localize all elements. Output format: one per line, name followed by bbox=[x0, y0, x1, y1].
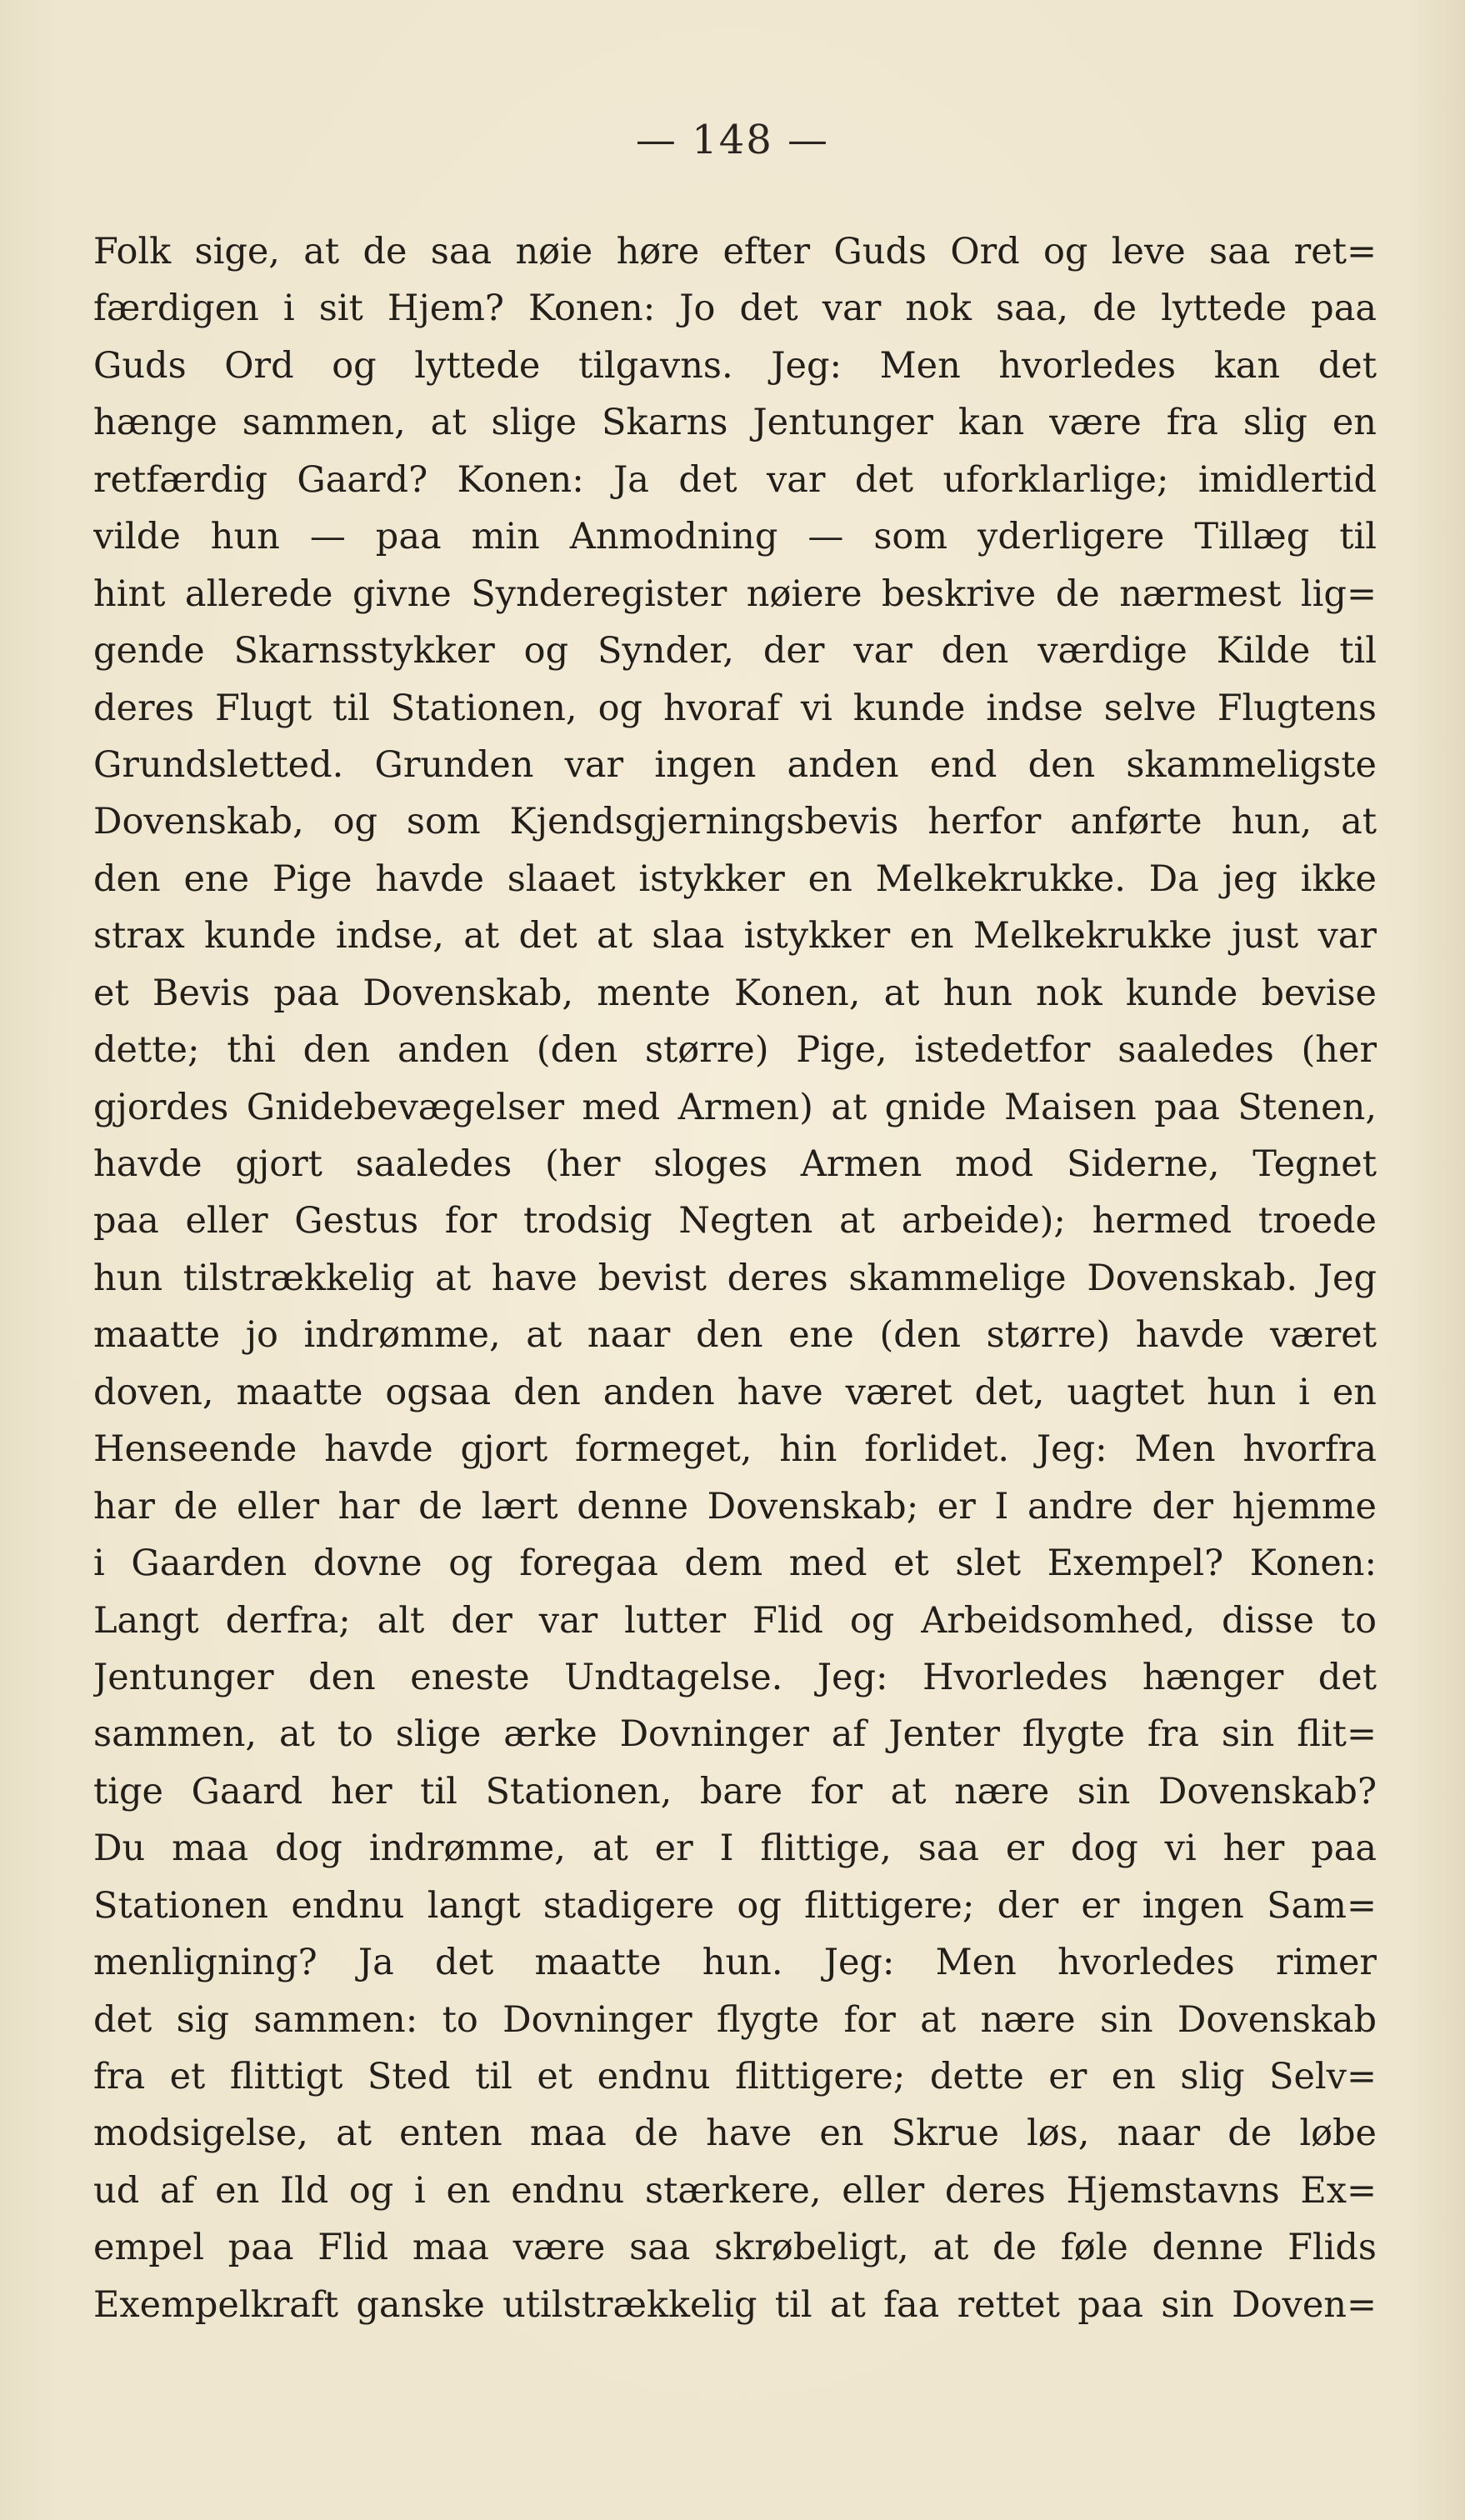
text-line: færdigen i sit Hjem? Konen: Jo det var nok saa, de lyttede paa bbox=[93, 288, 1377, 330]
text-line: deres Flugt til Stationen, og hvoraf vi kunde indse selve Flugtens bbox=[93, 687, 1377, 729]
text-line: hun tilstrækkelig at have bevist deres skammelige Dovenskab. Jeg bbox=[93, 1257, 1377, 1299]
text-line: det sig sammen: to Dovninger flygte for at nære sin Dovenskab bbox=[93, 1998, 1377, 2041]
text-line: den ene Pige havde slaaet istykker en Melkekrukke. Da jeg ikke bbox=[93, 858, 1377, 900]
text-line: doven, maatte ogsaa den anden have været det, uagtet hun i en bbox=[93, 1371, 1377, 1413]
text-line: paa eller Gestus for trodsig Negten at arbeide); hermed troede bbox=[93, 1200, 1377, 1242]
text-line: Grundsletted. Grunden var ingen anden end den skammeligste bbox=[93, 743, 1377, 786]
text-line: havde gjort saaledes (her sloges Armen mod Siderne, Tegnet bbox=[93, 1143, 1377, 1185]
text-line: tige Gaard her til Stationen, bare for at nære sin Dovenskab? bbox=[93, 1770, 1377, 1812]
text-line: strax kunde indse, at det at slaa istykker en Melkekrukke just var bbox=[93, 915, 1377, 958]
text-line: Jentunger den eneste Undtagelse. Jeg: Hvorledes hænger det bbox=[93, 1656, 1377, 1698]
text-line: i Gaarden dovne og foregaa dem med et slet Exempel? Konen: bbox=[93, 1542, 1377, 1585]
body-text bbox=[93, 223, 1377, 2333]
text-line: retfærdig Gaard? Konen: Ja det var det uforklarlige; imidlertid bbox=[93, 458, 1377, 501]
text-line: gjordes Gnidebevægelser med Armen) at gnide Maisen paa Stenen, bbox=[93, 1086, 1377, 1128]
text-line: modsigelse, at enten maa de have en Skrue løs, naar de løbe bbox=[93, 2112, 1377, 2155]
text-line: maatte jo indrømme, at naar den ene (den større) havde været bbox=[93, 1314, 1377, 1357]
text-line: menligning? Ja det maatte hun. Jeg: Men hvorledes rimer bbox=[93, 1942, 1377, 1984]
text-line: Folk sige, at de saa nøie høre efter Guds Ord og leve saa ret= bbox=[93, 231, 1377, 272]
text-line: Du maa dog indrømme, at er I flittige, saa er dog vi her paa bbox=[93, 1828, 1377, 1870]
text-line: hænge sammen, at slige Skarns Jentunger kan være fra slig en bbox=[93, 402, 1377, 444]
text-line: dette; thi den anden (den større) Pige, istedetfor saaledes (her bbox=[93, 1029, 1377, 1072]
text-line: har de eller har de lært denne Dovenskab; er I andre der hjemme bbox=[93, 1485, 1377, 1528]
text-line: ud af en Ild og i en endnu stærkere, eller deres Hjemstavns Ex= bbox=[93, 2169, 1377, 2212]
text-line: sammen, at to slige ærke Dovninger af Jenter flygte fra sin flit= bbox=[93, 1713, 1377, 1756]
text-line: fra et flittigt Sted til et endnu flittigere; dette er en slig Selv= bbox=[93, 2056, 1377, 2098]
text-line: Dovenskab, og som Kjendsgjerningsbevis herfor anførte hun, at bbox=[93, 801, 1377, 843]
text-line: Langt derfra; alt der var lutter Flid og Arbeidsomhed, disse to bbox=[93, 1599, 1377, 1642]
text-line: hint allerede givne Synderegister nøiere beskrive de nærmest lig= bbox=[93, 572, 1377, 615]
page-number: — 148 — bbox=[635, 117, 830, 163]
text-line: Guds Ord og lyttede tilgavns. Jeg: Men hvorledes kan det bbox=[93, 344, 1377, 387]
text-line: Henseende havde gjort formeget, hin forlidet. Jeg: Men hvorfra bbox=[93, 1428, 1377, 1471]
text-line: et Bevis paa Dovenskab, mente Konen, at hun nok kunde bevise bbox=[93, 972, 1377, 1014]
text-line: vilde hun — paa min Anmodning — som yderligere Tillæg til bbox=[93, 516, 1377, 558]
text-line: Stationen endnu langt stadigere og flittigere; der er ingen Sam= bbox=[93, 1884, 1377, 1927]
text-line: empel paa Flid maa være saa skrøbeligt, at de føle denne Flids bbox=[93, 2227, 1377, 2269]
text-line: gende Skarnsstykker og Synder, der var den værdige Kilde til bbox=[93, 630, 1377, 672]
text-line: Exempelkraft ganske utilstrækkelig til at faa rettet paa sin Doven= bbox=[93, 2283, 1377, 2326]
